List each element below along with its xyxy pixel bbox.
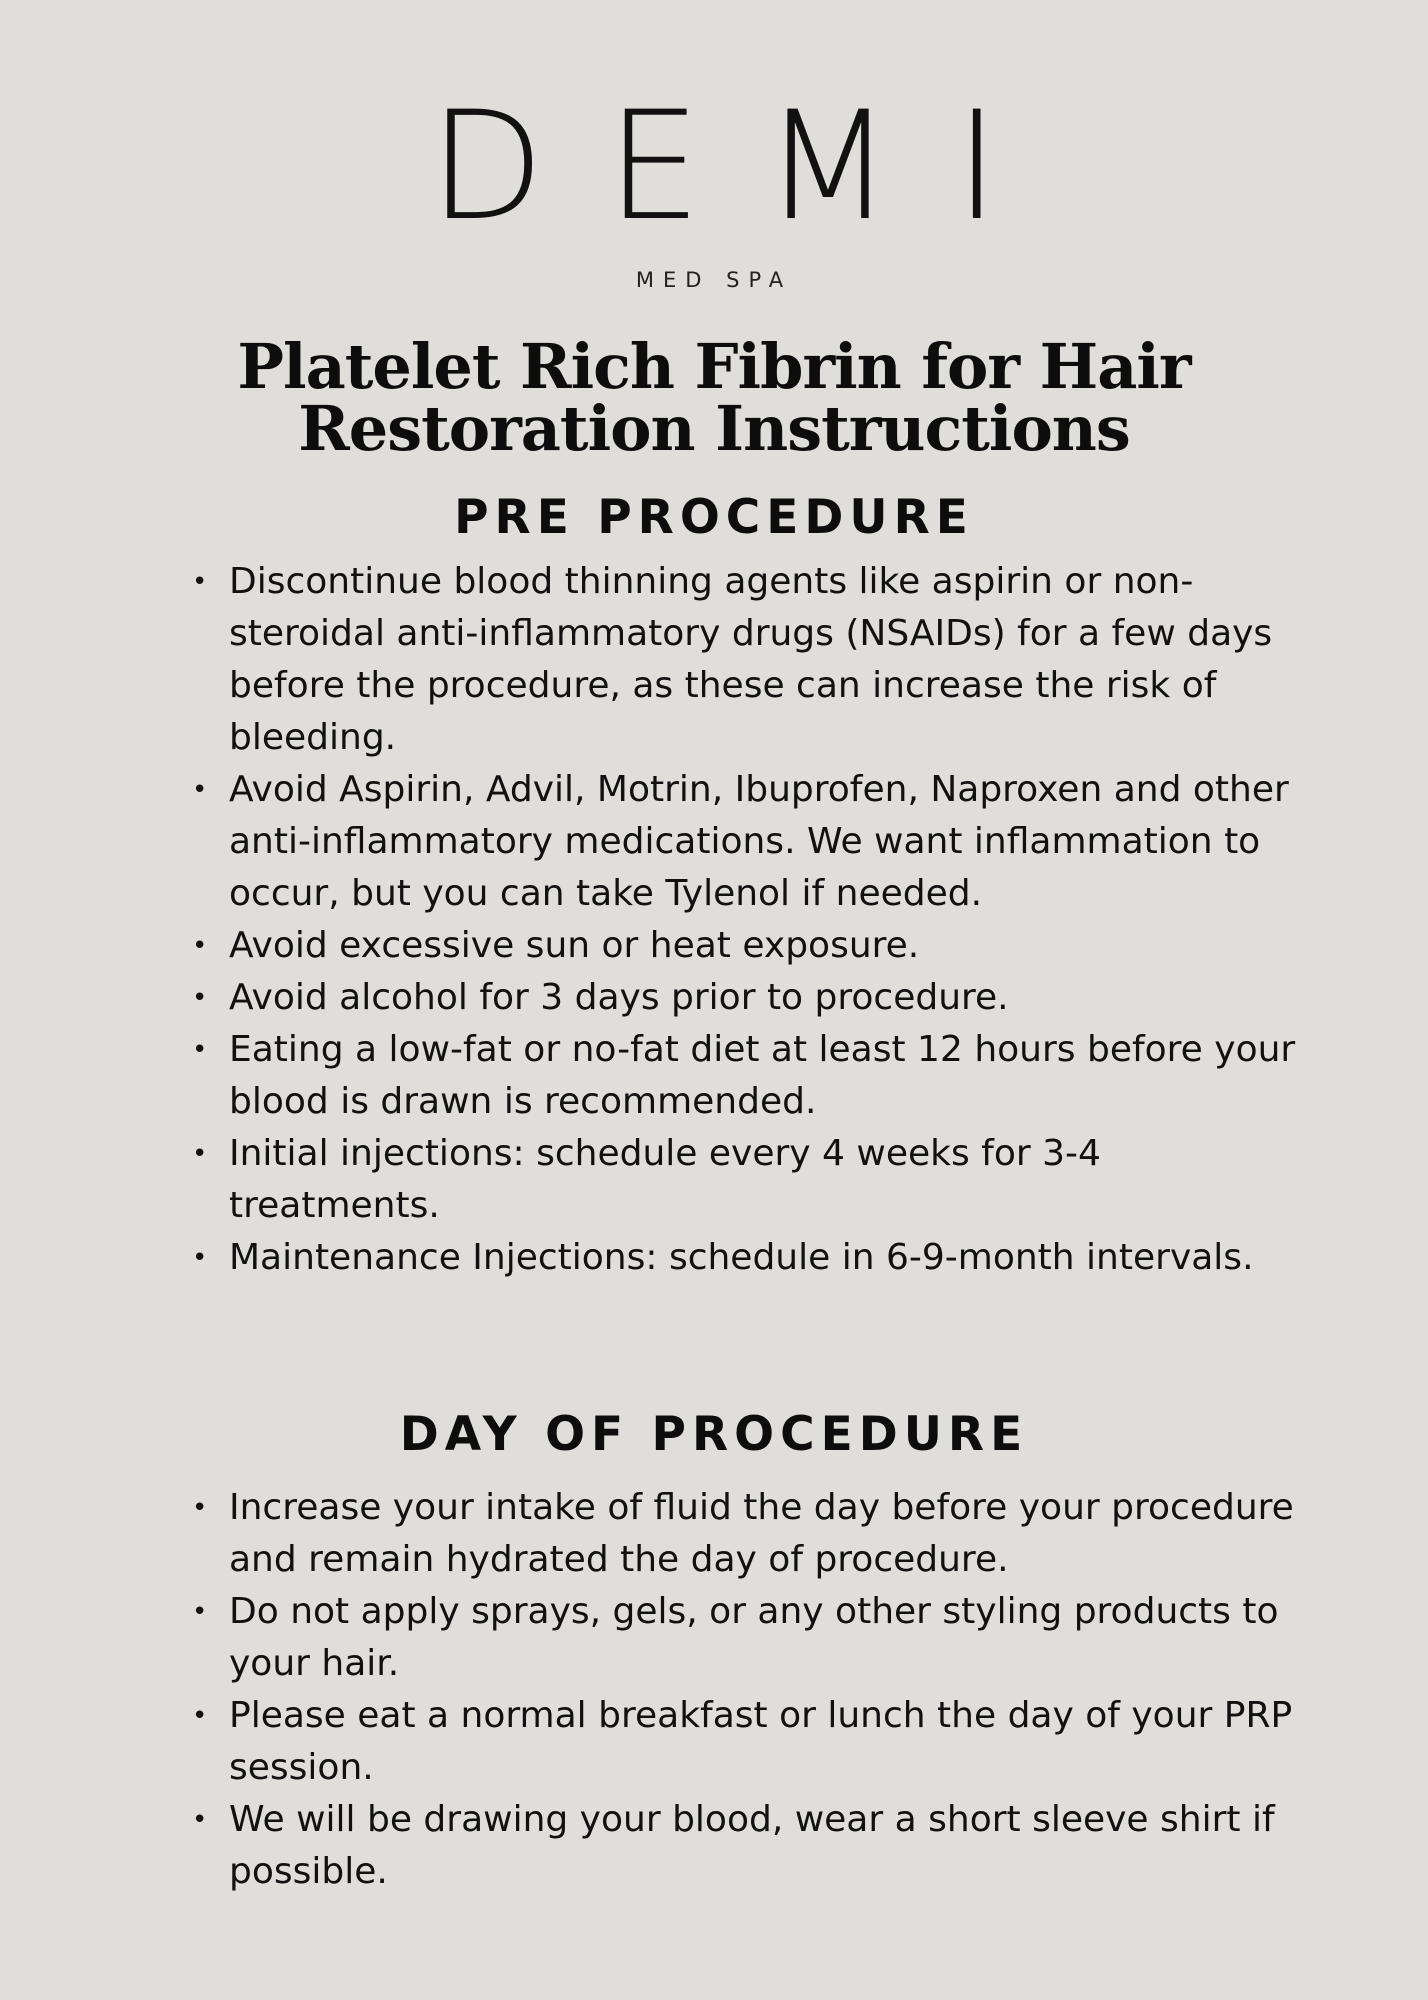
list-item-text: Avoid excessive sun or heat exposure. bbox=[229, 925, 920, 966]
page-title-line-1: Platelet Rich Fibrin for Hair bbox=[237, 330, 1191, 403]
bullet-icon: • bbox=[192, 983, 208, 1013]
bullet-icon: • bbox=[192, 1493, 208, 1523]
list-item bbox=[186, 972, 1306, 1024]
logo-tagline: MED SPA bbox=[635, 268, 793, 292]
pre-procedure-heading: PRE PROCEDURE bbox=[454, 490, 974, 545]
list-item-text: Do not apply sprays, gels, or any other styling products to your hair. bbox=[229, 1591, 1279, 1684]
bullet-icon: • bbox=[192, 775, 208, 805]
list-item-text: Eating a low-fat or no-fat diet at least 12 hours before your blood is drawn is recommended. bbox=[229, 1029, 1296, 1122]
page-title-line-2: Restoration Instructions bbox=[298, 392, 1130, 465]
pre-procedure-list bbox=[186, 556, 1306, 1284]
list-item-text: Avoid alcohol for 3 days prior to procedure. bbox=[229, 977, 1009, 1018]
list-item bbox=[186, 764, 1306, 920]
list-item bbox=[186, 920, 1306, 972]
page-title bbox=[0, 330, 1428, 465]
list-item bbox=[186, 556, 1306, 764]
logo-wordmark: DEMI bbox=[429, 80, 1061, 254]
bullet-icon: • bbox=[192, 1805, 208, 1835]
list-item bbox=[186, 1586, 1306, 1690]
list-item bbox=[186, 1690, 1306, 1794]
list-item bbox=[186, 1024, 1306, 1128]
bullet-icon: • bbox=[192, 931, 208, 961]
list-item-text: Increase your intake of fluid the day before your procedure and remain hydrated the day of procedure. bbox=[229, 1487, 1294, 1580]
bullet-icon: • bbox=[192, 1035, 208, 1065]
logo bbox=[0, 80, 1428, 254]
list-item-text: Initial injections: schedule every 4 weeks for 3-4 treatments. bbox=[229, 1133, 1101, 1226]
list-item bbox=[186, 1232, 1306, 1284]
day-of-procedure-list bbox=[186, 1482, 1306, 1898]
bullet-icon: • bbox=[192, 1243, 208, 1273]
list-item-text: Maintenance Injections: schedule in 6-9-month intervals. bbox=[229, 1237, 1254, 1278]
list-item-text: Please eat a normal breakfast or lunch the day of your PRP session. bbox=[229, 1695, 1293, 1788]
list-item bbox=[186, 1794, 1306, 1898]
list-item-text: Discontinue blood thinning agents like aspirin or non-steroidal anti-inflammatory drugs (NSAIDs) for a few days before the procedure, as these can increase the risk of bleeding. bbox=[229, 561, 1273, 758]
bullet-icon: • bbox=[192, 1597, 208, 1627]
day-of-procedure-heading: DAY OF PROCEDURE bbox=[399, 1407, 1029, 1462]
bullet-icon: • bbox=[192, 1139, 208, 1169]
bullet-icon: • bbox=[192, 1701, 208, 1731]
bullet-icon: • bbox=[192, 567, 208, 597]
list-item bbox=[186, 1482, 1306, 1586]
list-item-text: We will be drawing your blood, wear a short sleeve shirt if possible. bbox=[229, 1799, 1275, 1892]
list-item bbox=[186, 1128, 1306, 1232]
list-item-text: Avoid Aspirin, Advil, Motrin, Ibuprofen, Naproxen and other anti-inflammatory medications. We want inflammation to occur, but you can take Tylenol if needed. bbox=[229, 769, 1289, 914]
